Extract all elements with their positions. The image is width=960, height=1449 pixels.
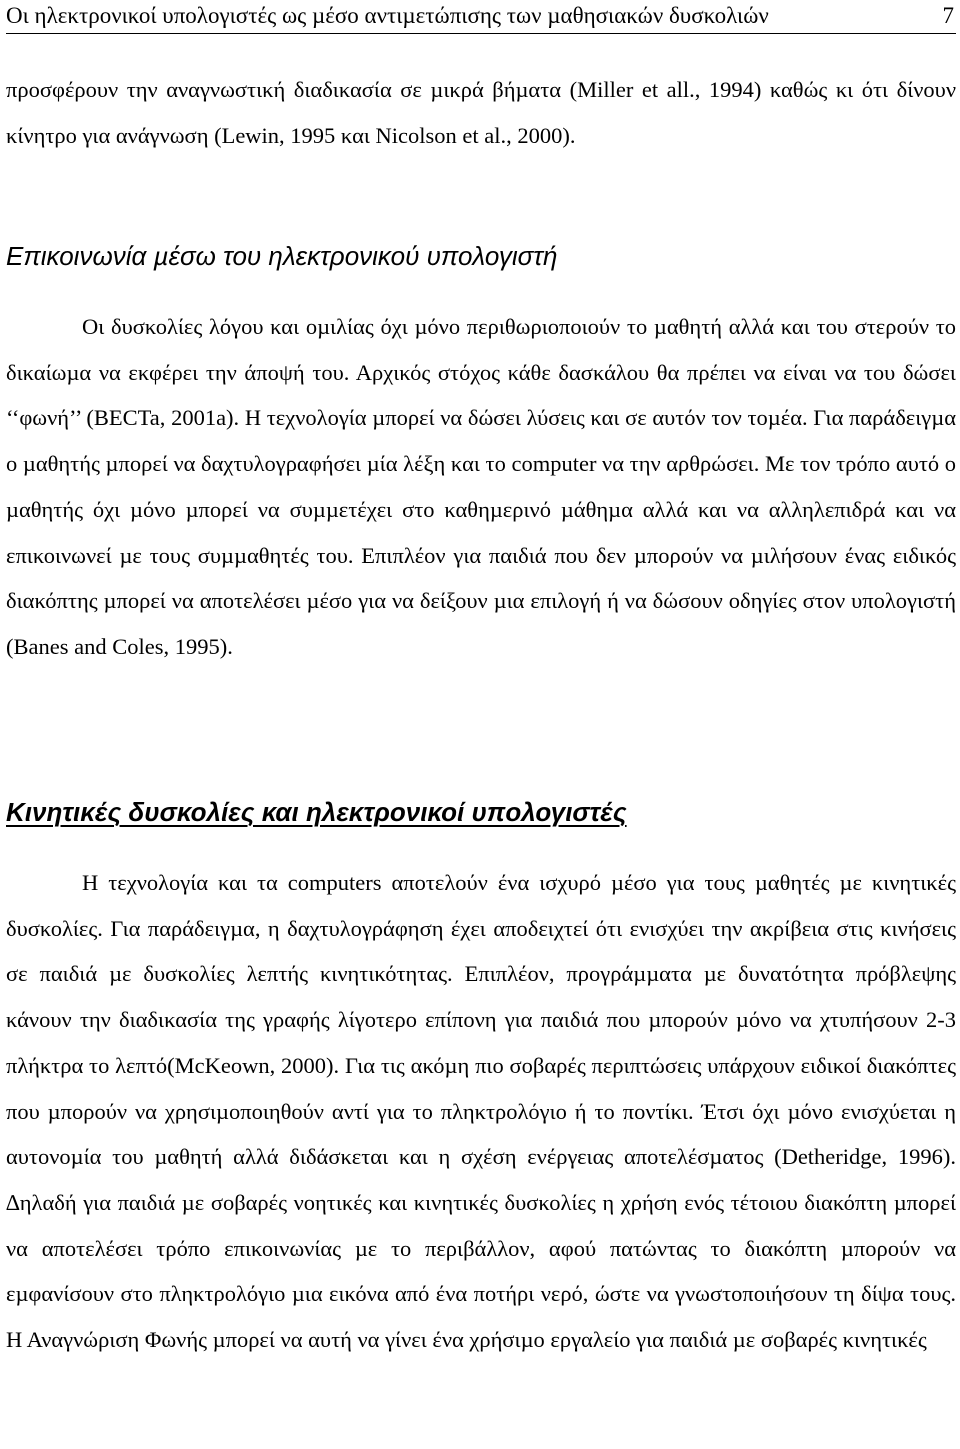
section-paragraph-communication: Οι δυσκολίες λόγου και οµιλίας όχι µόνο περιθωριοποιούν το µαθητή αλλά και του στερούν το δικαίωµα να εκφέρει την άποψή του. Αρχικός στόχος κάθε δασκάλου θα πρέπει να είναι να του δώσει ‘‘φωνή’’ (BECTa, 2001a). Η τεχνολογία µπορεί να δώσει λύσεις και σε αυτόν τον τοµέα. Για παράδειγµα ο µαθητής µπορεί να δαχτυλογραφήσει µία λέξη και το computer να την αρθρώσει. Με τον τρόπο αυτό ο µαθητής όχι µόνο µπορεί να συµµετέχει στο καθηµερινό µάθηµα αλλά και να αλληλεπιδρά και να επικοινωνεί µε τους συµµαθητές του. Επιπλέον για παιδιά που δεν µπορούν να µιλήσουν ένας ειδικός διακόπτης µπορεί να αποτελέσει µέσο για να δείξουν µια επιλογή ή να δώσουν οδηγίες στον υπολογιστή (Banes and Coles, 1995). [6, 314, 956, 659]
section-heading-communication: Επικοινωνία µέσω του ηλεκτρονικού υπολογιστή [6, 241, 558, 271]
section-heading-motor-difficulties-text: Κινητικές δυσκολίες και ηλεκτρονικοί υπολογιστές [6, 797, 627, 827]
header-rule [6, 33, 956, 34]
running-header [6, 2, 956, 30]
header-title: Οι ηλεκτρονικοί υπολογιστές ως µέσο αντιµετώπισης των µαθησιακών δυσκολιών [6, 3, 769, 28]
page-number: 7 [942, 3, 954, 28]
section-paragraph-motor-difficulties: Η τεχνολογία και τα computers αποτελούν ένα ισχυρό µέσο για τους µαθητές µε κινητικές δυσκολίες. Για παράδειγµα, η δαχτυλογράφηση έχει αποδειχτεί ότι ενισχύει την ακρίβεια στις κινήσεις σε παιδιά µε δυσκολίες λεπτής κινητικότητας. Επιπλέον, προγράµµατα µε δυνατότητα πρόβλεψης κάνουν την διαδικασία της γραφής λίγοτερο επίπονη για παιδιά που µπορούν µόνο να χτυπήσουν 2-3 πλήκτρα το λεπτό(McKeown, 2000). Για τις ακόµη πιο σοβαρές περιπτώσεις υπάρχουν ειδικοί διακόπτες που µπορούν να χρησιµοποιηθούν αντί για το πληκτρολόγιο ή το ποντίκι. Έτσι όχι µόνο ενισχύεται η αυτονοµία του µαθητή αλλά διδάσκεται και η σχέση ενέργειας αποτελέσµατος (Detheridge, 1996). ∆ηλαδή για παιδιά µε σοβαρές νοητικές και κινητικές δυσκολίες η χρήση ενός τέτοιου διακόπτη µπορεί να αποτελέσει τρόπο επικοινωνίας µε το περιβάλλον, αφού πατώντας το διακόπτη µπορούν να εµφανίσουν στο πληκτρολόγιο µια εικόνα από ένα ποτήρι νερό, ώστε να γνωστοποιήσουν τη δίψα τους. Η Αναγνώριση Φωνής µπορεί να αυτή να γίνει ένα χρήσιµο εργαλείο για παιδιά µε σοβαρές κινητικές [6, 870, 956, 1353]
intro-paragraph: προσφέρουν την αναγνωστική διαδικασία σε µικρά βήµατα (Miller et all., 1994) καθώς κι ότι δίνουν κίνητρο για ανάγνωση (Lewin, 1995 και Nicolson et al., 2000). [6, 77, 956, 148]
section-heading-motor-difficulties [6, 796, 627, 828]
